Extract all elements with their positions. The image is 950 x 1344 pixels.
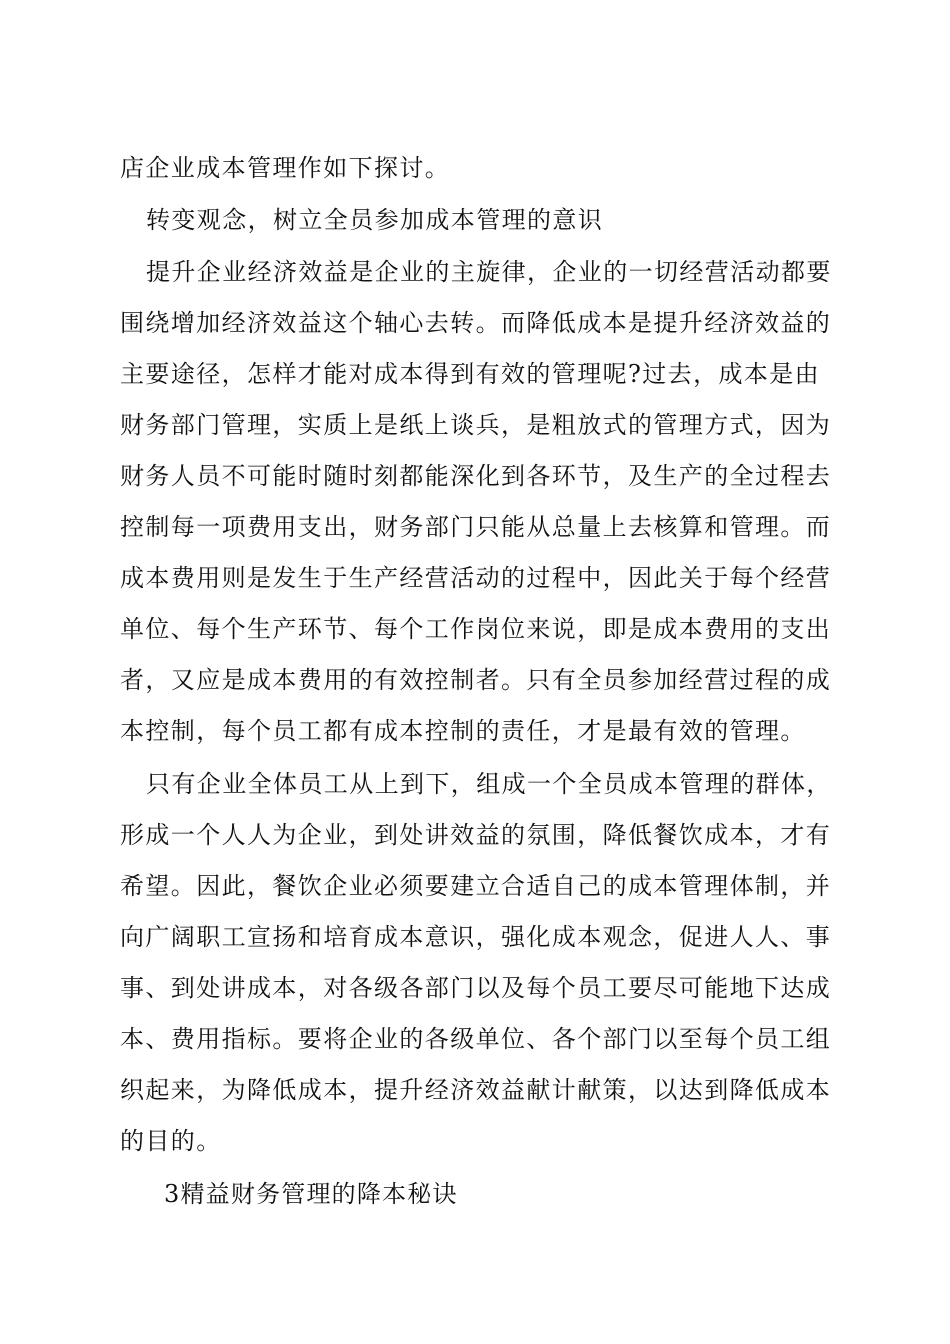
section-heading-mindset: 转变观念，树立全员参加成本管理的意识 <box>146 206 604 234</box>
paragraph-line: 希望。因此，餐饮企业必须要建立合适自己的成本管理体制，并 <box>120 872 832 900</box>
paragraph-line: 织起来，为降低成本，提升经济效益献计献策，以达到降低成本 <box>120 1076 832 1104</box>
paragraph-line: 单位、每个生产环节、每个工作岗位来说，即是成本费用的支出 <box>120 615 832 643</box>
paragraph-line: 财务人员不可能时随时刻都能深化到各环节，及生产的全过程去 <box>120 462 832 490</box>
paragraph-line: 只有企业全体员工从上到下，组成一个全员成本管理的群体， <box>146 770 832 798</box>
paragraph-line: 围绕增加经济效益这个轴心去转。而降低成本是提升经济效益的 <box>120 309 832 337</box>
paragraph-line: 者，又应是成本费用的有效控制者。只有全员参加经营过程的成 <box>120 666 832 694</box>
intro-line: 店企业成本管理作如下探讨。 <box>120 154 451 182</box>
paragraph-line: 形成一个人人为企业，到处讲效益的氛围，降低餐饮成本，才有 <box>120 821 832 849</box>
paragraph-line: 向广阔职工宣扬和培育成本意识，强化成本观念，促进人人、事 <box>120 923 832 951</box>
paragraph-line: 的目的。 <box>120 1127 222 1155</box>
paragraph-line: 财务部门管理，实质上是纸上谈兵，是粗放式的管理方式，因为 <box>120 411 832 439</box>
paragraph-line: 成本费用则是发生于生产经营活动的过程中，因此关于每个经营 <box>120 564 832 592</box>
paragraph-line: 事、到处讲成本，对各级各部门以及每个员工要尽可能地下达成 <box>120 974 832 1002</box>
section-heading-lean-finance: 3精益财务管理的降本秘诀 <box>164 1180 458 1208</box>
paragraph-line: 本、费用指标。要将企业的各级单位、各个部门以至每个员工组 <box>120 1025 832 1053</box>
paragraph-line: 控制每一项费用支出，财务部门只能从总量上去核算和管理。而 <box>120 513 832 541</box>
paragraph-line: 提升企业经济效益是企业的主旋律，企业的一切经营活动都要 <box>146 258 832 286</box>
paragraph-line: 主要途径，怎样才能对成本得到有效的管理呢?过去，成本是由 <box>120 360 821 388</box>
paragraph-line: 本控制，每个员工都有成本控制的责任，才是最有效的管理。 <box>120 717 806 745</box>
